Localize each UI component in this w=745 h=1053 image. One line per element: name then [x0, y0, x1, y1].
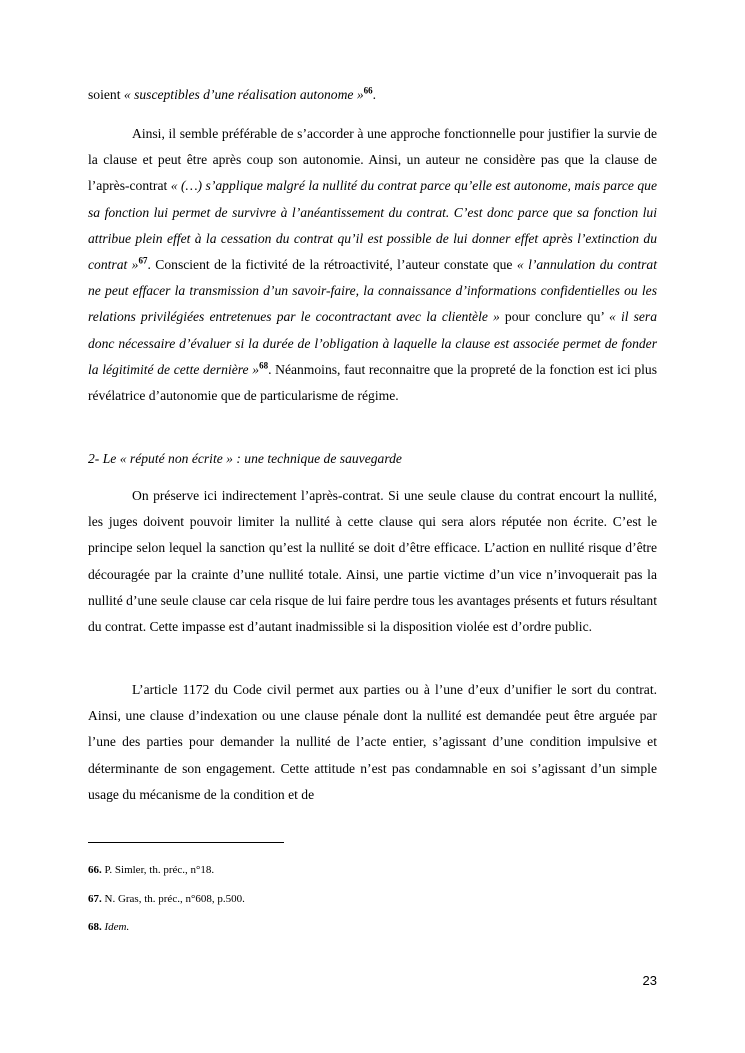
footnote-ref-67[interactable]: 67	[138, 255, 148, 266]
italic-quote: « il sera donc nécessaire d’évaluer si la durée de l’obligation à laquelle la clause est associée permet de fonder la légitimité de cette dernière »	[88, 309, 658, 377]
footnote-ref-68[interactable]: 68	[259, 360, 269, 371]
text-run: .	[372, 87, 377, 102]
section-heading: 2- Le « réputé non écrite » : une technique de sauvegarde	[88, 451, 402, 466]
footnote-67	[88, 892, 245, 906]
page-number: 23	[642, 973, 657, 988]
italic-quote: « (…) s’applique malgré la nullité du contrat parce qu’elle est autonome, mais parce que sa fonction lui permet de survivre à l’anéantissement du contrat. C’est donc parce que sa fonction lui attribue plein effet à la cessation du contrat qu’il est possible de lui donner effet après l’extinction du contrat »	[88, 178, 657, 273]
footnote-ref-66[interactable]: 66	[363, 85, 373, 96]
footnote-text: N. Gras, th. préc., n°608, p.500.	[101, 893, 245, 905]
paragraph-autonomy	[88, 121, 657, 409]
text-run: . Néanmoins, faut reconnaitre que la propreté de la fonction est ici plus révélatrice d’autonomie que de particularisme de régime.	[88, 361, 657, 404]
italic-quote: « l’annulation du contrat ne peut effacer la transmission d’un savoir-faire, la connaissance d’informations confidentielles ou les relations privilégiées entretenues par le cocontractant avec la clientèle »	[88, 257, 657, 325]
footnote-text: P. Simler, th. préc., n°18.	[101, 864, 215, 876]
text-run: pour conclure qu’	[499, 309, 610, 325]
text-run: soient	[88, 87, 124, 102]
footnote-text: Idem.	[104, 921, 130, 933]
footnote-66	[88, 863, 214, 877]
italic-quote: « susceptibles d’une réalisation autonome »	[123, 87, 364, 102]
text-run: . Conscient de la fictivité de la rétroactivité, l’auteur constate que	[147, 257, 517, 273]
paragraph-intro	[88, 82, 657, 108]
paragraph-preservation: On préserve ici indirectement l’après-contrat. Si une seule clause du contrat encourt la nullité, les juges doivent pouvoir limiter la nullité à cette clause qui sera alors réputée non écrite. C’est le principe selon lequel la sanction qu’est la nullité se doit d’être efficace. L’action en nullité risque d’être découragée par la crainte d’une nullité totale. Ainsi, une partie victime d’un vice n’invoquerait pas la nullité d’une seule clause car cela risque de lui faire perdre tous les avantages présents et futurs résultant du contrat. Cette impasse est d’autant inadmissible si la disposition violée est d’ordre public.	[88, 488, 657, 635]
text-run: Ainsi, il semble préférable de s’accorder à une approche fonctionnelle pour justifier la survie de la clause et peut être après coup son autonomie. Ainsi, un auteur ne considère pas que la clause de l’après-contrat	[88, 126, 657, 194]
footnote-number: 67.	[88, 893, 102, 905]
paragraph-article-1172: L’article 1172 du Code civil permet aux parties ou à l’une d’eux d’unifier le sort du contrat. Ainsi, une clause d’indexation ou une clause pénale dont la nullité est demandée peut être arguée par l’une des parties pour demander la nullité de l’acte entier, s’agissant d’une condition impulsive et déterminante de son engagement. Cette attitude n’est pas condamnable en soi s’agissant d’un simple usage du mécanisme de la condition et de	[88, 682, 657, 802]
footnote-68	[88, 920, 129, 934]
footnote-separator	[88, 842, 284, 843]
footnote-number: 68.	[88, 921, 102, 933]
footnote-number: 66.	[88, 864, 102, 876]
